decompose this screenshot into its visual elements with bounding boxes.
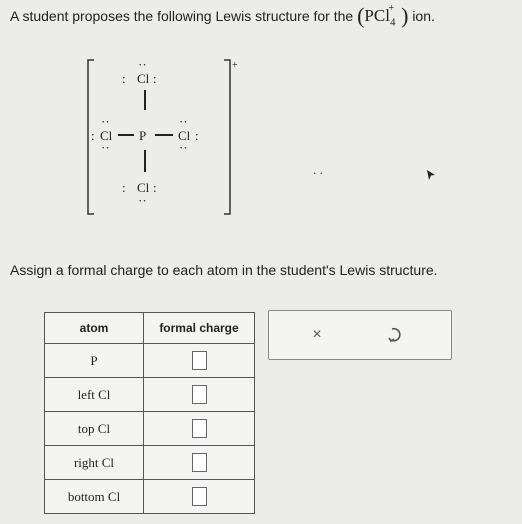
charge-cell (144, 446, 255, 480)
left-cl-bottom-dots: ·· (101, 140, 110, 155)
table-row (45, 378, 255, 412)
right-cl-right-dots: : (195, 128, 199, 143)
question-after: ion. (412, 8, 435, 24)
top-cl-right-dots: : (153, 71, 157, 86)
clear-button[interactable]: × (312, 326, 322, 343)
charge-input-top-cl[interactable] (192, 419, 207, 438)
atom-cell: top Cl (45, 412, 144, 446)
top-cl-label: Cl (137, 71, 150, 86)
formal-charge-table (44, 312, 255, 514)
bottom-cl-left-dots: : (122, 180, 126, 195)
bracket-charge: + (232, 60, 238, 71)
p-label: P (139, 128, 147, 143)
charge-input-bottom-cl[interactable] (192, 487, 207, 506)
top-cl-left-dots: : (122, 71, 126, 86)
table-header-row (45, 313, 255, 344)
mouse-cursor-icon (426, 168, 436, 186)
question-text (10, 3, 435, 29)
charge-input-left-cl[interactable] (192, 385, 207, 404)
question-before: A student proposes the following Lewis structure for the (10, 8, 354, 24)
bottom-cl-label: Cl (137, 180, 150, 195)
table-row (45, 480, 255, 514)
charge-cell (144, 344, 255, 378)
ion-formula: (PCl$_4$+ ) (357, 3, 409, 29)
undo-icon[interactable] (381, 321, 409, 349)
bottom-cl-right-dots: : (153, 180, 157, 195)
answer-toolbox (268, 310, 452, 360)
charge-cell (144, 412, 255, 446)
top-cl-top-dots: ·· (138, 57, 147, 72)
charge-cell (144, 480, 255, 514)
lewis-structure (82, 52, 252, 222)
instruction-text: Assign a formal charge to each atom in the student's Lewis structure. (10, 262, 438, 278)
atom-cell: left Cl (45, 378, 144, 412)
right-cl-top-dots: ·· (179, 114, 188, 129)
atom-cell: P (45, 344, 144, 378)
right-cl-label: Cl (178, 128, 191, 143)
left-cl-label: Cl (100, 128, 113, 143)
right-cl-bottom-dots: ·· (179, 140, 188, 155)
bottom-cl-bottom-dots: ·· (138, 193, 147, 208)
atom-cell: bottom Cl (45, 480, 144, 514)
lewis-structure-drawing (82, 52, 252, 222)
left-cl-top-dots: ·· (101, 114, 110, 129)
charge-input-p[interactable] (192, 351, 207, 370)
charge-input-right-cl[interactable] (192, 453, 207, 472)
stray-dots: . . (313, 163, 324, 177)
header-atom: atom (45, 313, 144, 344)
table-row (45, 412, 255, 446)
charge-cell (144, 378, 255, 412)
right-bracket (224, 60, 230, 214)
atom-cell: right Cl (45, 446, 144, 480)
left-cl-left-dots: : (91, 128, 95, 143)
table-row (45, 446, 255, 480)
header-formal-charge: formal charge (144, 313, 255, 344)
table-row (45, 344, 255, 378)
